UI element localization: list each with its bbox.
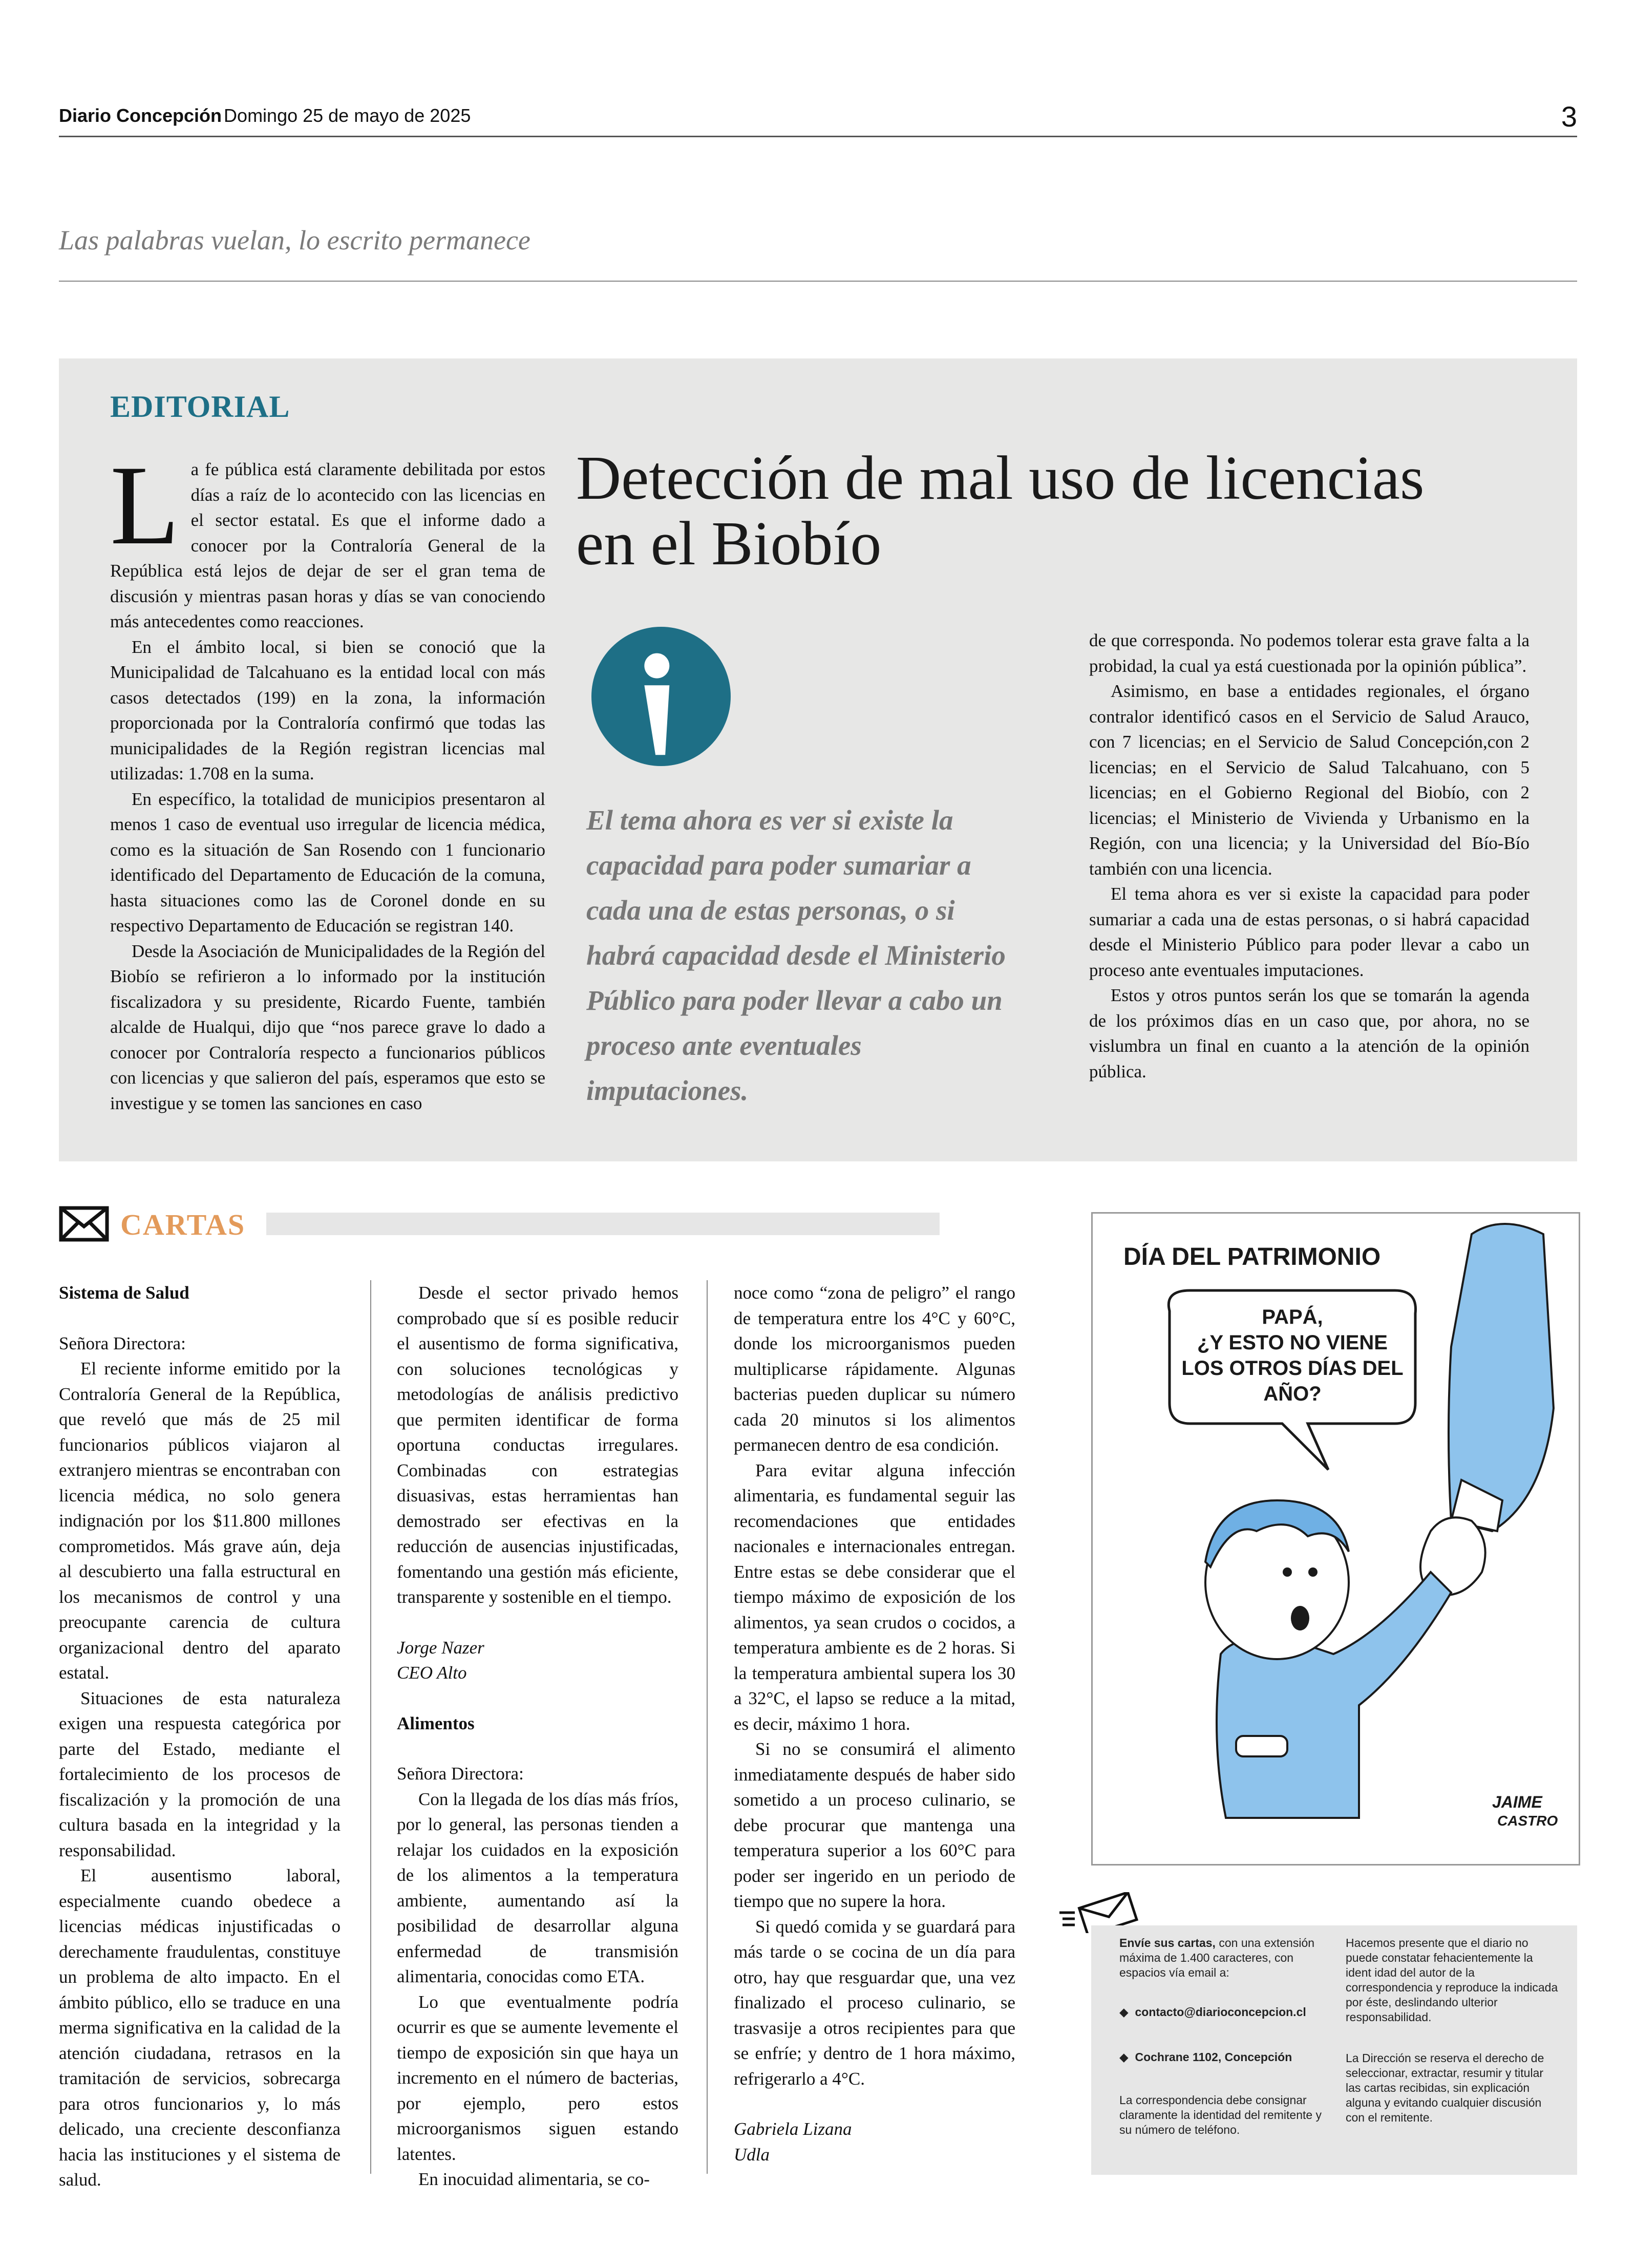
contact-address: ◆ Cochrane 1102, Concepción [1119,2050,1292,2064]
diamond-bullet-icon: ◆ [1119,2050,1129,2064]
editorial-box [59,358,1577,1161]
editorial-paragraph: En específico, la totalidad de municipios presentaron al menos 1 caso de eventual uso irregular de licencia médica, como es la situación de San Rosendo con 1 funcionario identificado del Departamento de Educación de la comuna, hasta situaciones como las de Coronel donde en su respectivo Departamento de Educación se registran 140. [110,789,545,936]
letter-paragraph: El ausentismo laboral, especialmente cuando obedece a licencias médicas injustificadas o derechamente fraudulentas, constituye un problema de alto impacto. En el ámbito público, ello se traduce en una merma significativa en la calidad de la atención ciudadana, retrasos en la tramitación de servicios, sobrecarga para otros funcionarios y, lo más delicado, una creciente desconfianza hacia las instituciones y el sistema de salud. [59,1866,341,2190]
letters-note-left: La correspondencia debe consignar claramente la identidad del remitente y su número de teléfono. [1119,2093,1322,2136]
letters-info-box [1091,1925,1577,2175]
editorial-column-3 [1089,628,1529,1084]
editorial-paragraph: En el ámbito local, si bien se conoció que la Municipalidad de Talcahuano es la entidad local con más casos detectados (199) en la zona, la información proporcionada por la Contraloría confirmó que todas las municipalidades de la Región registran licencias mal utilizadas: 1.708 en la suma. [110,637,545,783]
child-figure [1205,1500,1451,1818]
page-number: 3 [1561,100,1577,133]
column-divider [707,1280,708,2174]
letter-signature-name: Gabriela Lizana [734,2119,852,2139]
envelope-icon [59,1206,109,1242]
editorial-paragraph: Asimismo, en base a entidades regionales, el órgano contralor identificó casos en el Servicio de Salud Arauco, con 7 licencias; en el Servicio de Salud Concepción,con 2 licencias; en el Servicio de Salud Talcahuano, con 5 licencias; en el Gobierno Regional del Biobío, con 2 licencias; el Ministerio de Vivienda y Urbanismo en la Región, con una licencia; y la Universidad del Bío-Bío también con una licencia. [1089,681,1529,879]
letter-paragraph: Con la llegada de los días más fríos, por lo general, las personas tienden a relajar los cuidados en la exposición de los alimentos a la temperatura ambiente, aumentando así la posibilidad de desarrollar alguna enfermedad de transmisión alimentaria, conocidas como ETA. [397,1789,678,1986]
letter-paragraph: Desde el sector privado hemos comprobado que sí es posible reducir el ausentismo de forma significativa, con soluciones tecnológicas y metodologías de análisis predictivo que permiten identificar de forma oportuna conductas irregulares. Combinadas con estrategias disuasivas, estas herramientas han demostrado ser efectivas en la reducción de ausencias injustificadas, fomentando una gestión más eficiente, transparente y sostenible en el tiempo. [397,1283,678,1607]
letters-column-2 [397,1280,678,2192]
letter-salutation: Señora Directora: [59,1333,186,1353]
letter-signature-name: Jorge Nazer [397,1637,484,1658]
letter-salutation: Señora Directora: [397,1764,524,1784]
letters-column-1 [59,1280,341,2193]
cartoonist-signature: CASTRO [1497,1813,1558,1829]
letters-note-right: La Dirección se reserva el derecho de seleccionar, extractar, resumir y titular las cartas recibidas, sin explicación alguna y evitando cualquier discusión con el remitente. [1346,2051,1544,2124]
editorial-headline: Detección de mal uso de licencias en el Biobío [576,443,1425,578]
editorial-column-1 [110,442,545,1116]
letter-signature-title: Udla [734,2144,770,2165]
contact-email[interactable]: ◆ contacto@diarioconcepcion.cl [1119,2005,1306,2019]
letter-paragraph: Para evitar alguna infección alimentaria, es fundamental seguir las recomendaciones que entidades nacionales e internacionales entregan. Entre estas se debe considerar que el tiempo máximo de exposición de los alimentos, ya sean crudos o cocidos, a temperatura ambiente es de 2 horas. Si la temperatura ambiental supera los 30 a 32°C, el lapso se reduce a la mitad, es decir, máximo 1 hora. [734,1460,1015,1734]
letter-heading: Alimentos [397,1713,475,1733]
letter-paragraph: El reciente informe emitido por la Contraloría General de la República, que reveló que más de 25 mil funcionarios públicos viajaron al extranjero mientras se encontraban con licencia médica, no solo genera indignación por los $11.800 millones comprometidos. Más grave aún, deja al descubierto una falla estructural en los mecanismos de control y una preocupante carencia de cultura organizacional dentro del aparato estatal. [59,1359,341,1683]
adult-arm [1449,1224,1554,1531]
diamond-bullet-icon: ◆ [1119,2005,1129,2019]
cartoon-title: DÍA DEL PATRIMONIO [1123,1243,1381,1270]
cartas-header [59,1203,940,1249]
bubble-line: PAPÁ, [1262,1306,1323,1328]
letters-note-right: Hacemos presente que el diario no puede constatar fehacientemente la ident idad del autor de la correspondencia y reproduce la indicada por éste, deslindando ulterior responsabilidad. [1346,1936,1558,2024]
letters-instructions: Envíe sus cartas, con una extensión máxima de 1.400 caracteres, con espacios vía email a: [1119,1936,1315,1979]
bubble-line: AÑO? [1263,1383,1322,1405]
info-icon [591,627,731,766]
letter-paragraph: Si quedó comida y se guardará para más tarde o se cocina de un día para otro, hay que resguardar que, una vez finalizado el proceso culinario, se trasvasije a otros recipientes para que se enfríe; y dentro de 1 hora máximo, refrigerarlo a 4°C. [734,1916,1015,2089]
cartoonist-signature: JAIME [1492,1793,1542,1811]
editorial-paragraph: de que corresponda. No podemos tolerar esta grave falta a la probidad, la cual ya está cuestionada por la opinión pública”. [1089,630,1529,676]
letter-paragraph: Si no se consumirá el alimento inmediatamente después de haber sido sometido a un proceso culinario, se debe procurar que mantenga una temperatura superior a los 60°C para poder ser ingerido en un periodo de tiempo que no supere la hora. [734,1739,1015,1911]
issue-date: Domingo 25 de mayo de 2025 [224,105,471,126]
letter-paragraph: noce como “zona de peligro” el rango de temperatura entre los 4°C y 60°C, donde los microorganismos pueden multiplicarse rápidamente. Algunas bacterias pueden duplicar su número cada 20 minutos si los alimentos permanecen dentro de esa condición. [734,1283,1015,1455]
editorial-label: EDITORIAL [110,390,290,423]
column-divider [370,1280,371,2174]
letter-paragraph: Lo que eventualmente podría ocurrir es que se aumente levemente el tiempo de exposición sin que haya un incremento en el número de bacterias, por ejemplo, pero estos microorganismos siguen estando latentes. [397,1991,678,2164]
bubble-line: LOS OTROS DÍAS DEL [1181,1357,1404,1380]
bubble-line: ¿Y ESTO NO VIENE [1197,1331,1388,1354]
drop-cap: L [110,442,180,568]
cartas-header-bar [266,1213,940,1235]
letter-paragraph: En inocuidad alimentaria, se co- [418,2169,650,2189]
newspaper-name: Diario Concepción [59,105,222,126]
editorial-paragraph: Desde la Asociación de Municipalidades de la Región del Biobío se refirieron a lo informado por la institución fiscalizadora y su presidente, Ricardo Fuente, también alcalde de Hualqui, dijo que “nos parece grave lo dado a conocer por Contraloría respecto a funcionarios públicos con licencias y que salieron del país, esperamos que esto se investigue y se tomen las sanciones en caso [110,941,545,1113]
section-tagline: Las palabras vuelan, lo escrito permanece [59,224,1577,282]
editorial-paragraph: Estos y otros puntos serán los que se tomarán la agenda de los próximos días en un caso que, por ahora, no se vislumbra un final en cuanto a la atención de la opinión pública. [1089,985,1529,1082]
page-header [59,100,1577,137]
letter-signature-title: CEO Alto [397,1663,467,1683]
editorial-cartoon [1091,1212,1580,1866]
letter-paragraph: Situaciones de esta naturaleza exigen una respuesta categórica por parte del Estado, mediante el fortalecimiento de los procesos de fiscalización y la promoción de una cultura basada en la integridad y la responsabilidad. [59,1688,341,1860]
cartoon-illustration [1093,1214,1579,1864]
letter-heading: Sistema de Salud [59,1283,189,1303]
pull-quote: El tema ahora es ver si existe la capacidad para poder sumariar a cada una de estas personas, o si habrá capacidad desde el Ministerio Público para poder llevar a cabo un proceso ante eventuales imputaciones. [586,804,1006,1106]
editorial-paragraph: La fe pública está claramente debilitada por estos días a raíz de lo acontecido con las licencias en el sector estatal. Es que el informe dado a conocer por la Contraloría General de la República está lejos de dejar de ser el gran tema de discusión y mientras pasan horas y días se van conociendo más antecedentes como reacciones. [110,442,545,631]
editorial-paragraph: El tema ahora es ver si existe la capacidad para poder sumariar a cada una de estas personas, o si habrá capacidad desde el Ministerio Público para poder llevar a cabo un proceso ante eventuales imputaciones. [1089,884,1529,980]
cartas-label: CARTAS [120,1208,246,1241]
letters-column-3 [734,1280,1015,2167]
